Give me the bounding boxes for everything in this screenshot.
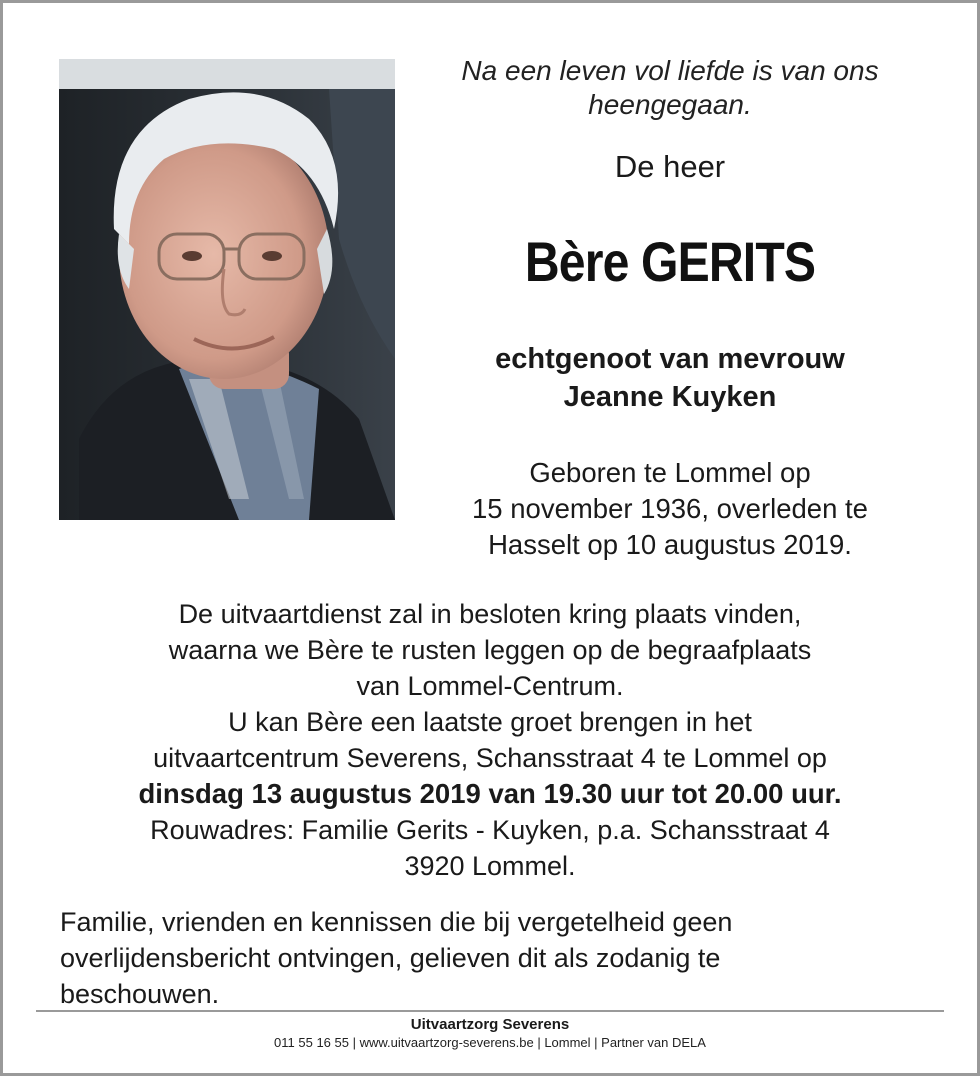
closing-line: Familie, vrienden en kennissen die bij vergetelheid geen <box>60 907 733 937</box>
address-line: Rouwadres: Familie Gerits - Kuyken, p.a. Schansstraat 4 <box>150 815 830 845</box>
intro-line: Na een leven vol liefde is van ons <box>461 55 879 86</box>
portrait-photo <box>59 59 395 520</box>
address-line: 3920 Lommel. <box>404 851 576 881</box>
footer-contact-info: 011 55 16 55 | www.uitvaartzorg-severens.be | Lommel | Partner van DELA <box>274 1035 706 1050</box>
spouse-line: Jeanne Kuyken <box>563 381 777 413</box>
ceremony-line: uitvaartcentrum Severens, Schansstraat 4 te Lommel op <box>153 743 827 773</box>
closing-text <box>60 904 920 1012</box>
dates-line: Hasselt op 10 augustus 2019. <box>488 529 852 560</box>
footer-divider <box>36 1010 944 1012</box>
spouse-text <box>410 340 930 416</box>
dates-line: 15 november 1936, overleden te <box>472 493 868 524</box>
ceremony-line: De uitvaartdienst zal in besloten kring plaats vinden, <box>178 599 802 629</box>
spouse-line: echtgenoot van mevrouw <box>495 343 845 375</box>
ceremony-line: van Lommel-Centrum. <box>356 671 624 701</box>
dates-line: Geboren te Lommel op <box>529 457 811 488</box>
birth-death-dates <box>410 455 930 563</box>
portrait-photo-icon <box>59 59 395 520</box>
intro-line: heengegaan. <box>588 89 752 120</box>
closing-line: beschouwen. <box>60 979 220 1009</box>
deceased-name: Bère GERITS <box>524 230 816 293</box>
ceremony-line: U kan Bère een laatste groet brengen in het <box>228 707 752 737</box>
ceremony-line: waarna we Bère te rusten leggen op de begraafplaats <box>168 635 812 665</box>
visitation-datetime: dinsdag 13 augustus 2019 van 19.30 uur tot 20.00 uur. <box>138 778 842 809</box>
closing-line: overlijdensbericht ontvingen, gelieven dit als zodanig te <box>60 943 721 973</box>
ceremony-text <box>40 596 940 884</box>
salutation: De heer <box>614 149 726 184</box>
footer-title: Uitvaartzorg Severens <box>410 1016 570 1033</box>
intro-text <box>410 54 930 122</box>
